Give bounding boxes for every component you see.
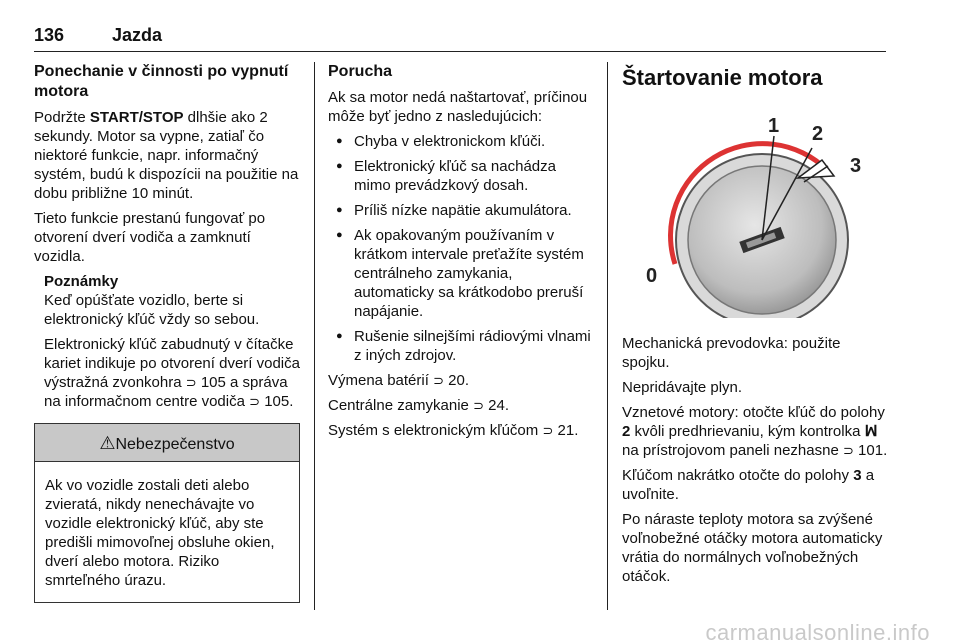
heading-starting-engine: Štartovanie motora bbox=[622, 65, 823, 90]
list-item: ● Elektronický kľúč sa nachádza mimo prevádzkový dosah. bbox=[328, 157, 594, 195]
position-label-3: 3 bbox=[850, 155, 862, 177]
reference-arrow-icon: ⊃ bbox=[473, 398, 484, 413]
reference-arrow-icon: ⊃ bbox=[433, 373, 444, 388]
ignition-switch-diagram bbox=[622, 106, 886, 318]
reference-electronic-key: Systém s elektronickým kľúčom ⊃ 21. bbox=[328, 422, 579, 439]
reference-arrow-icon: ⊃ bbox=[185, 375, 197, 390]
warning-box bbox=[34, 423, 300, 603]
list-item: ● Rušenie silnejšími rádiovými vlnami z iných zdrojov. bbox=[328, 327, 594, 365]
column-middle bbox=[328, 62, 594, 446]
list-item: ● Chyba v elektronickom kľúči. bbox=[328, 132, 594, 151]
page-reference[interactable]: 24. bbox=[488, 397, 510, 414]
note-paragraph-2: Elektronický kľúč zabudnutý v čítačke kariet indikuje po otvorení dverí vodiča výstražná zvonkohra ⊃ 105 a správa na informačnom centre vodiča ⊃ 105. bbox=[44, 336, 300, 410]
position-label-0: 0 bbox=[646, 265, 658, 287]
paragraph-manual-gearbox: Mechanická prevodovka: použite spojku. bbox=[622, 335, 841, 371]
paragraph-diesel: Vznetové motory: otočte kľúč do polohy 2 kvôli predhrievaniu, kým kontrolka ꟽ na prístrojovom paneli nezhasne ⊃ 101. bbox=[622, 404, 888, 459]
page-reference[interactable]: 20. bbox=[448, 372, 469, 389]
paragraph-idle-speed: Po náraste teploty motora sa zvýšené voľnobežné otáčky motora automaticky vrátia do normálnych voľnobežných otáčok. bbox=[622, 511, 883, 585]
ignition-switch-illustration bbox=[622, 106, 886, 318]
warning-text: Ak vo vozidle zostali deti alebo zvieratá, nikdy nenechávajte vo vozidle elektronický kľúč, aby ste predišli mimovoľnej obsluhe okien, dverí alebo motora. Riziko smrteľného úrazu. bbox=[45, 477, 275, 589]
page-reference[interactable]: 21. bbox=[557, 422, 579, 439]
page-reference[interactable]: 105 bbox=[200, 374, 226, 391]
malfunction-list bbox=[328, 132, 594, 365]
column-right bbox=[622, 62, 888, 592]
column-divider-1 bbox=[314, 62, 315, 610]
column-left bbox=[34, 62, 300, 603]
note-title: Poznámky bbox=[44, 273, 119, 290]
warning-title: Nebezpečenstvo bbox=[115, 436, 235, 453]
reference-battery: Výmena batérií ⊃ 20. bbox=[328, 372, 469, 389]
warning-triangle-icon: ⚠ bbox=[99, 433, 116, 453]
page-number: 136 bbox=[34, 25, 65, 45]
paragraph-turn-key: Kľúčom nakrátko otočte do polohy 3 a uvoľnite. bbox=[622, 467, 875, 503]
paragraph-malfunction-intro: Ak sa motor nedá naštartovať, príčinou môže byť jedno z nasledujúcich: bbox=[328, 89, 588, 125]
list-item: ● Príliš nízke napätie akumulátora. bbox=[328, 201, 594, 220]
reference-arrow-icon: ⊃ bbox=[249, 394, 261, 409]
position-label-1: 1 bbox=[768, 115, 780, 137]
paragraph-no-throttle: Nepridávajte plyn. bbox=[622, 379, 743, 396]
reference-central-locking: Centrálne zamykanie ⊃ 24. bbox=[328, 397, 510, 414]
section-title: Jazda bbox=[112, 25, 163, 45]
preheat-indicator-icon: ꟽ bbox=[864, 423, 878, 440]
warning-header bbox=[35, 424, 299, 462]
reference-arrow-icon: ⊃ bbox=[842, 443, 854, 458]
note-paragraph-1: Keď opúšťate vozidlo, berte si elektronický kľúč vždy so sebou. bbox=[44, 292, 260, 328]
watermark: carmanualsonline.info bbox=[705, 620, 930, 642]
column-divider-2 bbox=[607, 62, 608, 610]
heading-malfunction: Porucha bbox=[328, 63, 393, 80]
page-header bbox=[34, 16, 886, 52]
note-block bbox=[44, 272, 300, 411]
list-item: ● Ak opakovaným používaním v krátkom intervale preťažíte systém centrálneho zamykania, automaticky sa krátkodobo preruší napájanie. bbox=[328, 226, 594, 321]
position-label-2: 2 bbox=[812, 123, 824, 145]
paragraph-start-stop: Podržte START/STOP dlhšie ako 2 sekundy. Motor sa vypne, zatiaľ čo niektoré funkcie, napr. informačný systém, budú k dispozícii na použitie na dobu približne 10 minút. bbox=[34, 109, 299, 202]
page-reference[interactable]: 101. bbox=[858, 442, 888, 459]
page-reference[interactable]: 105. bbox=[264, 393, 294, 410]
reference-arrow-icon: ⊃ bbox=[542, 423, 554, 438]
paragraph-functions-stop: Tieto funkcie prestanú fungovať po otvorení dverí vodiča a zamknutí vozidla. bbox=[34, 210, 266, 265]
heading-keep-running: Ponechanie v činnosti po vypnutí motora bbox=[34, 63, 289, 100]
start-stop-label: START/STOP bbox=[89, 109, 184, 126]
